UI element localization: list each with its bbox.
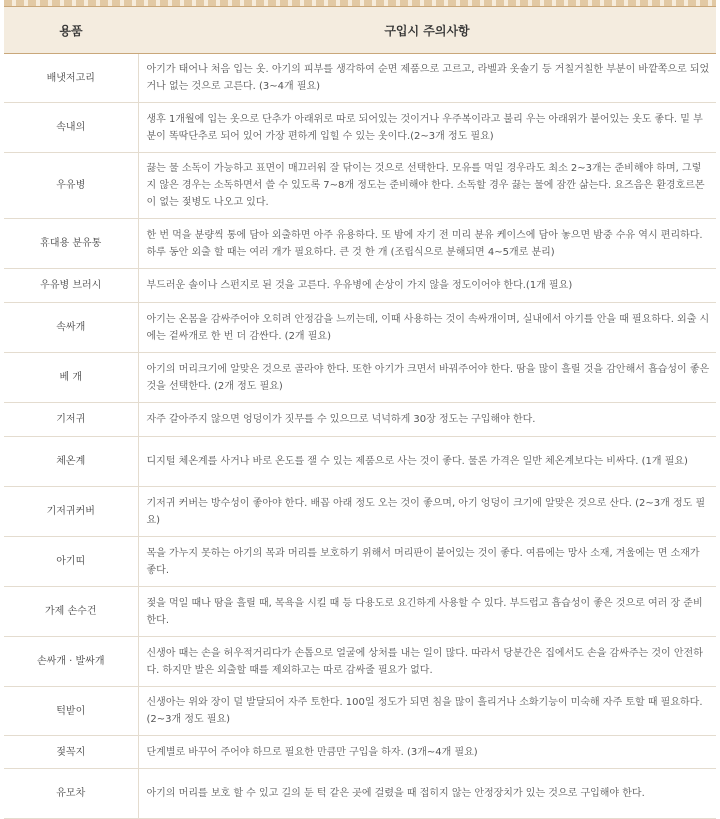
item-name: 속싸개 [4,303,138,353]
table-row [4,637,716,687]
table-row [4,353,716,403]
item-note: 신생아 때는 손을 허우적거리다가 손톱으로 얼굴에 상처를 내는 일이 많다. 따라서 당분간은 집에서도 손을 감싸주는 것이 안전하다. 하지만 발은 외출할 때를 제외하고는 따로 감싸줄 필요가 없다. [138,637,716,687]
item-name: 유모차 [4,769,138,819]
table-row [4,587,716,637]
top-decorative-border [4,0,716,7]
table-row [4,103,716,153]
table-header-row [4,7,716,54]
item-name: 가제 손수건 [4,587,138,637]
table-row [4,303,716,353]
item-note: 아기의 머리크기에 알맞은 것으로 골라야 한다. 또한 아기가 크면서 바꿔주어야 한다. 땀을 많이 흘릴 것을 감안해서 흡습성이 좋은 것을 선택한다. (2개 정도 필요) [138,353,716,403]
item-note: 끓는 물 소독이 가능하고 표면이 매끄러워 잘 닦이는 것으로 선택한다. 모유를 먹일 경우라도 최소 2~3개는 준비해야 하며, 그렇지 않은 경우는 소독하면서 쓸 수 있도록 7~8개 정도는 준비해야 한다. 소독할 경우 끓는 물에 잠깐 삶는다. 요즈음은 환경호르몬이 없는 젖병도 나오고 있다. [138,153,716,219]
item-note: 한 번 먹을 분량씩 통에 담아 외출하면 아주 유용하다. 또 밤에 자기 전 미리 분유 케이스에 담아 놓으면 밤중 수유 역시 편리하다. 하루 동안 외출 할 때는 여러 개가 필요하다. 큰 것 한 개 (조립식으로 분해되면 4~5개로 분리) [138,219,716,269]
item-note: 아기는 온몸을 감싸주어야 오히려 안정감을 느끼는데, 이때 사용하는 것이 속싸개이며, 실내에서 아기를 안을 때 필요하다. 외출 시에는 겉싸개로 한 번 더 감싼다. (2개 필요) [138,303,716,353]
item-name: 턱받이 [4,687,138,736]
item-name: 우유병 [4,153,138,219]
item-name: 배냇저고리 [4,54,138,103]
column-header-item: 용품 [4,7,138,54]
table-row [4,403,716,437]
table-row [4,269,716,303]
item-note: 자주 갈아주지 않으면 엉덩이가 짓무를 수 있으므로 넉넉하게 30장 정도는 구입해야 한다. [138,403,716,437]
item-note: 기저귀 커버는 방수성이 좋아야 한다. 배꼽 아래 정도 오는 것이 좋으며, 아기 엉덩이 크기에 알맞은 것으로 산다. (2~3개 정도 필요) [138,487,716,537]
item-name: 기저귀커버 [4,487,138,537]
item-note: 부드러운 솔이나 스펀지로 된 것을 고른다. 우유병에 손상이 가지 않을 정도이어야 한다.(1개 필요) [138,269,716,303]
item-name: 기저귀 [4,403,138,437]
table-row [4,54,716,103]
item-note: 생후 1개월에 입는 옷으로 단추가 아래위로 따로 되어있는 것이거나 우주복이라고 불리 우는 아래위가 붙어있는 옷도 좋다. 밑 부분이 똑딱단추로 되어 있어 가장 편하게 입힐 수 있는 옷이다.(2~3개 정도 필요) [138,103,716,153]
item-name: 아기띠 [4,537,138,587]
item-note: 젖을 먹일 때나 땀을 흘릴 때, 목욕을 시킬 때 등 다용도로 요긴하게 사용할 수 있다. 부드럽고 흡습성이 좋은 것으로 여러 장 준비한다. [138,587,716,637]
table-row [4,736,716,769]
item-note: 신생아는 위와 장이 덜 발달되어 자주 토한다. 100일 정도가 되면 침을 많이 흘리거나 소화기능이 미숙해 자주 토할 때 필요하다. (2~3개 정도 필요) [138,687,716,736]
item-note: 단계별로 바꾸어 주어야 하므로 필요한 만큼만 구입을 하자. (3개~4개 필요) [138,736,716,769]
item-note: 아기의 머리를 보호 할 수 있고 길의 둔 턱 같은 곳에 걸렸을 때 접히지 않는 안정장치가 있는 것으로 구입해야 한다. [138,769,716,819]
table-row [4,537,716,587]
item-name: 젖꼭지 [4,736,138,769]
table-row [4,487,716,537]
table-row [4,219,716,269]
item-note: 디지털 체온계를 사거나 바로 온도를 잴 수 있는 제품으로 사는 것이 좋다. 물론 가격은 일반 체온계보다는 비싸다. (1개 필요) [138,437,716,487]
table-row [4,687,716,736]
item-note: 아기가 태어나 처음 입는 옷. 아기의 피부를 생각하여 순면 제품으로 고르고, 라벨과 옷솔기 등 거칠거칠한 부분이 바깥쪽으로 되었거나 없는 것으로 고른다. (3~4개 필요) [138,54,716,103]
item-name: 속내의 [4,103,138,153]
table-row [4,437,716,487]
item-name: 우유병 브러시 [4,269,138,303]
item-name: 휴대용 분유통 [4,219,138,269]
table-row [4,769,716,819]
table-row [4,153,716,219]
item-name: 손싸개 · 발싸개 [4,637,138,687]
item-name: 체온계 [4,437,138,487]
item-note: 목을 가누지 못하는 아기의 목과 머리를 보호하기 위해서 머리판이 붙어있는 것이 좋다. 여름에는 망사 소재, 겨울에는 면 소재가 좋다. [138,537,716,587]
baby-supplies-table [4,7,716,819]
column-header-note: 구입시 주의사항 [138,7,716,54]
item-name: 베 개 [4,353,138,403]
